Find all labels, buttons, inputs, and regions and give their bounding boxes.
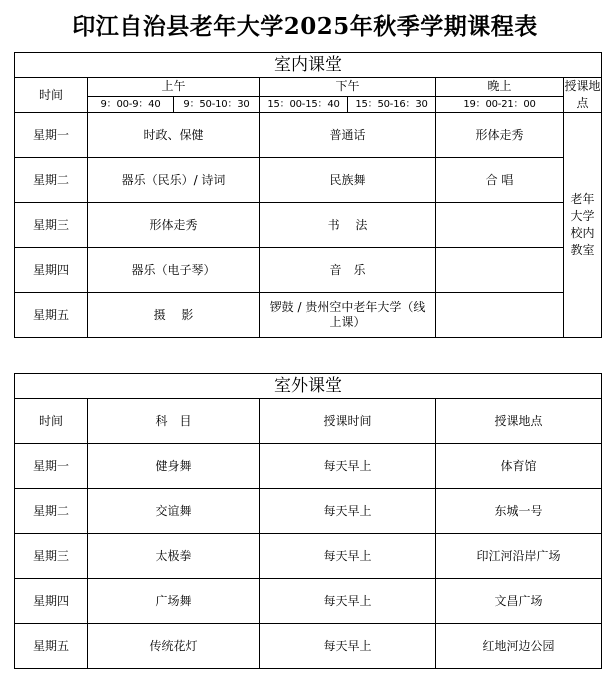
day-cell: 星期二 [15,158,88,203]
evening-course [436,293,564,338]
table-row [15,534,602,579]
table-row [15,203,602,248]
time-slot: 15：00-15：40 [260,96,348,112]
time-cell: 每天早上 [260,444,436,489]
column-header: 授课时间 [260,399,436,444]
day-cell: 星期一 [15,113,88,158]
column-header: 科 目 [88,399,260,444]
day-cell: 星期五 [15,624,88,669]
afternoon-course: 音 乐 [260,248,436,293]
subject-cell: 太极拳 [88,534,260,579]
day-cell: 星期四 [15,248,88,293]
morning-header: 上午 [88,78,260,97]
time-cell: 每天早上 [260,534,436,579]
day-cell: 星期二 [15,489,88,534]
morning-course: 摄 影 [88,293,260,338]
day-cell: 星期五 [15,293,88,338]
subject-cell: 广场舞 [88,579,260,624]
time-cell: 每天早上 [260,624,436,669]
time-slot: 9：00-9：40 [88,96,174,112]
evening-course: 合 唱 [436,158,564,203]
place-cell: 体育馆 [436,444,602,489]
evening-header: 晚上 [436,78,564,97]
day-cell: 星期一 [15,444,88,489]
table-row [15,158,602,203]
time-slot: 19：00-21：00 [436,96,564,112]
table-row [15,248,602,293]
subject-cell: 传统花灯 [88,624,260,669]
column-header: 授课地点 [436,399,602,444]
afternoon-course: 普通话 [260,113,436,158]
time-header: 时间 [15,78,88,113]
place-cell: 文昌广场 [436,579,602,624]
afternoon-course: 民族舞 [260,158,436,203]
indoor-section-heading: 室内课堂 [15,53,602,78]
indoor-schedule-table [14,52,602,338]
table-row [15,489,602,534]
indoor-location: 老年大学校内教室 [564,113,602,338]
time-cell: 每天早上 [260,489,436,534]
outdoor-schedule-table [14,373,602,669]
table-row [15,293,602,338]
time-cell: 每天早上 [260,579,436,624]
evening-course [436,248,564,293]
table-header-row [15,399,602,444]
page-title: 印江自治县老年大学2025年秋季学期课程表 [72,13,538,40]
outdoor-section-heading: 室外课堂 [15,374,602,399]
place-cell: 红地河边公园 [436,624,602,669]
afternoon-course: 书 法 [260,203,436,248]
time-slot: 9：50-10：30 [174,96,260,112]
time-slot: 15：50-16：30 [348,96,436,112]
day-cell: 星期四 [15,579,88,624]
evening-course [436,203,564,248]
morning-course: 器乐（民乐）/ 诗词 [88,158,260,203]
subject-cell: 交谊舞 [88,489,260,534]
table-row [15,624,602,669]
morning-course: 器乐（电子琴） [88,248,260,293]
morning-course: 形体走秀 [88,203,260,248]
location-header: 授课地点 [564,78,602,113]
evening-course: 形体走秀 [436,113,564,158]
column-header: 时间 [15,399,88,444]
afternoon-course: 锣鼓 / 贵州空中老年大学（线上课） [260,293,436,338]
table-row [15,113,602,158]
day-cell: 星期三 [15,534,88,579]
table-row [15,579,602,624]
table-row [15,444,602,489]
subject-cell: 健身舞 [88,444,260,489]
afternoon-header: 下午 [260,78,436,97]
place-cell: 印江河沿岸广场 [436,534,602,579]
day-cell: 星期三 [15,203,88,248]
morning-course: 时政、保健 [88,113,260,158]
place-cell: 东城一号 [436,489,602,534]
